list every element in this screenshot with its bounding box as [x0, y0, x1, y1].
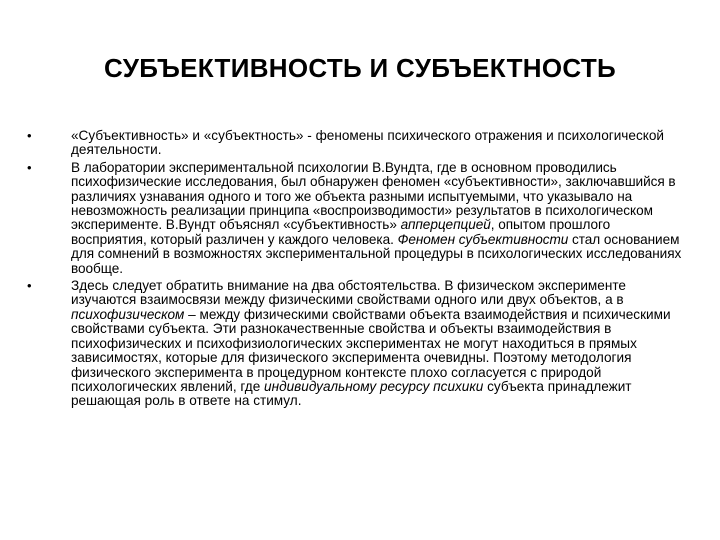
bullet-text-segment: – между физическими свойствами объекта взаимодействия и психическими свойствами субъекта. Эти разнокачественные свойства и объекты взаимодействия в психофизических и психофизиологических экспериментах не могут находиться в прямых зависимостях, которые для физического эксперимента очевидны. Поэтому методология физического эксперимента в процедурном контексте плохо согласуется с природой психологических явлений, где	[71, 306, 671, 394]
bullet-text	[71, 129, 687, 158]
slide-title: СУБЪЕКТИВНОСТЬ И СУБЪЕКТНОСТЬ	[103, 53, 616, 83]
italic-term: Феномен субъективности	[397, 231, 569, 247]
bullet-item-2	[27, 161, 687, 276]
bullet-text-segment: Здесь следует обратить внимание на два обстоятельства. В физическом эксперименте изучаются взаимосвязи между физическими свойствами одного или двух объектов, а в	[71, 278, 626, 308]
bullet-marker: •	[27, 159, 32, 175]
italic-term: психофизическом	[71, 306, 185, 322]
bullet-marker: •	[27, 278, 32, 294]
bullet-text	[71, 161, 687, 276]
bullet-text-segment: субъекта принадлежит решающая роль в ответе на стимул.	[71, 378, 632, 409]
bullet-item-1	[27, 129, 687, 158]
bullet-text-segment: «Субъективность» и «субъектность» - феномены психического отражения и психологической деятельности.	[71, 128, 665, 158]
bullet-text-segment: В лаборатории экспериментальной психологии В.Вундта, где в основном проводились психофизические исследования, был обнаружен феномен «субъективности», заключавшийся в различиях узнавания одного и того же объекта разными испытуемыми, что указывало на невозможность реализации принципа «воспроизводимости» результатов в психологическом эксперименте. В.Вундт объяснял «субъективность»	[71, 159, 676, 233]
bullet-text-segment: стал основанием для сомнений в возможностях экспериментальной процедуры в психологических исследованиях вообще.	[71, 231, 682, 276]
bullet-text-segment: , опытом прошлого восприятия, который различен у каждого человека.	[71, 217, 611, 247]
bullet-marker: •	[27, 128, 32, 143]
bullet-text	[71, 279, 687, 409]
italic-term: индивидуальному ресурсу психики	[264, 378, 484, 394]
bullet-item-3	[27, 279, 687, 409]
bullet-list	[27, 129, 687, 412]
italic-term: апперцепцией	[400, 217, 491, 233]
